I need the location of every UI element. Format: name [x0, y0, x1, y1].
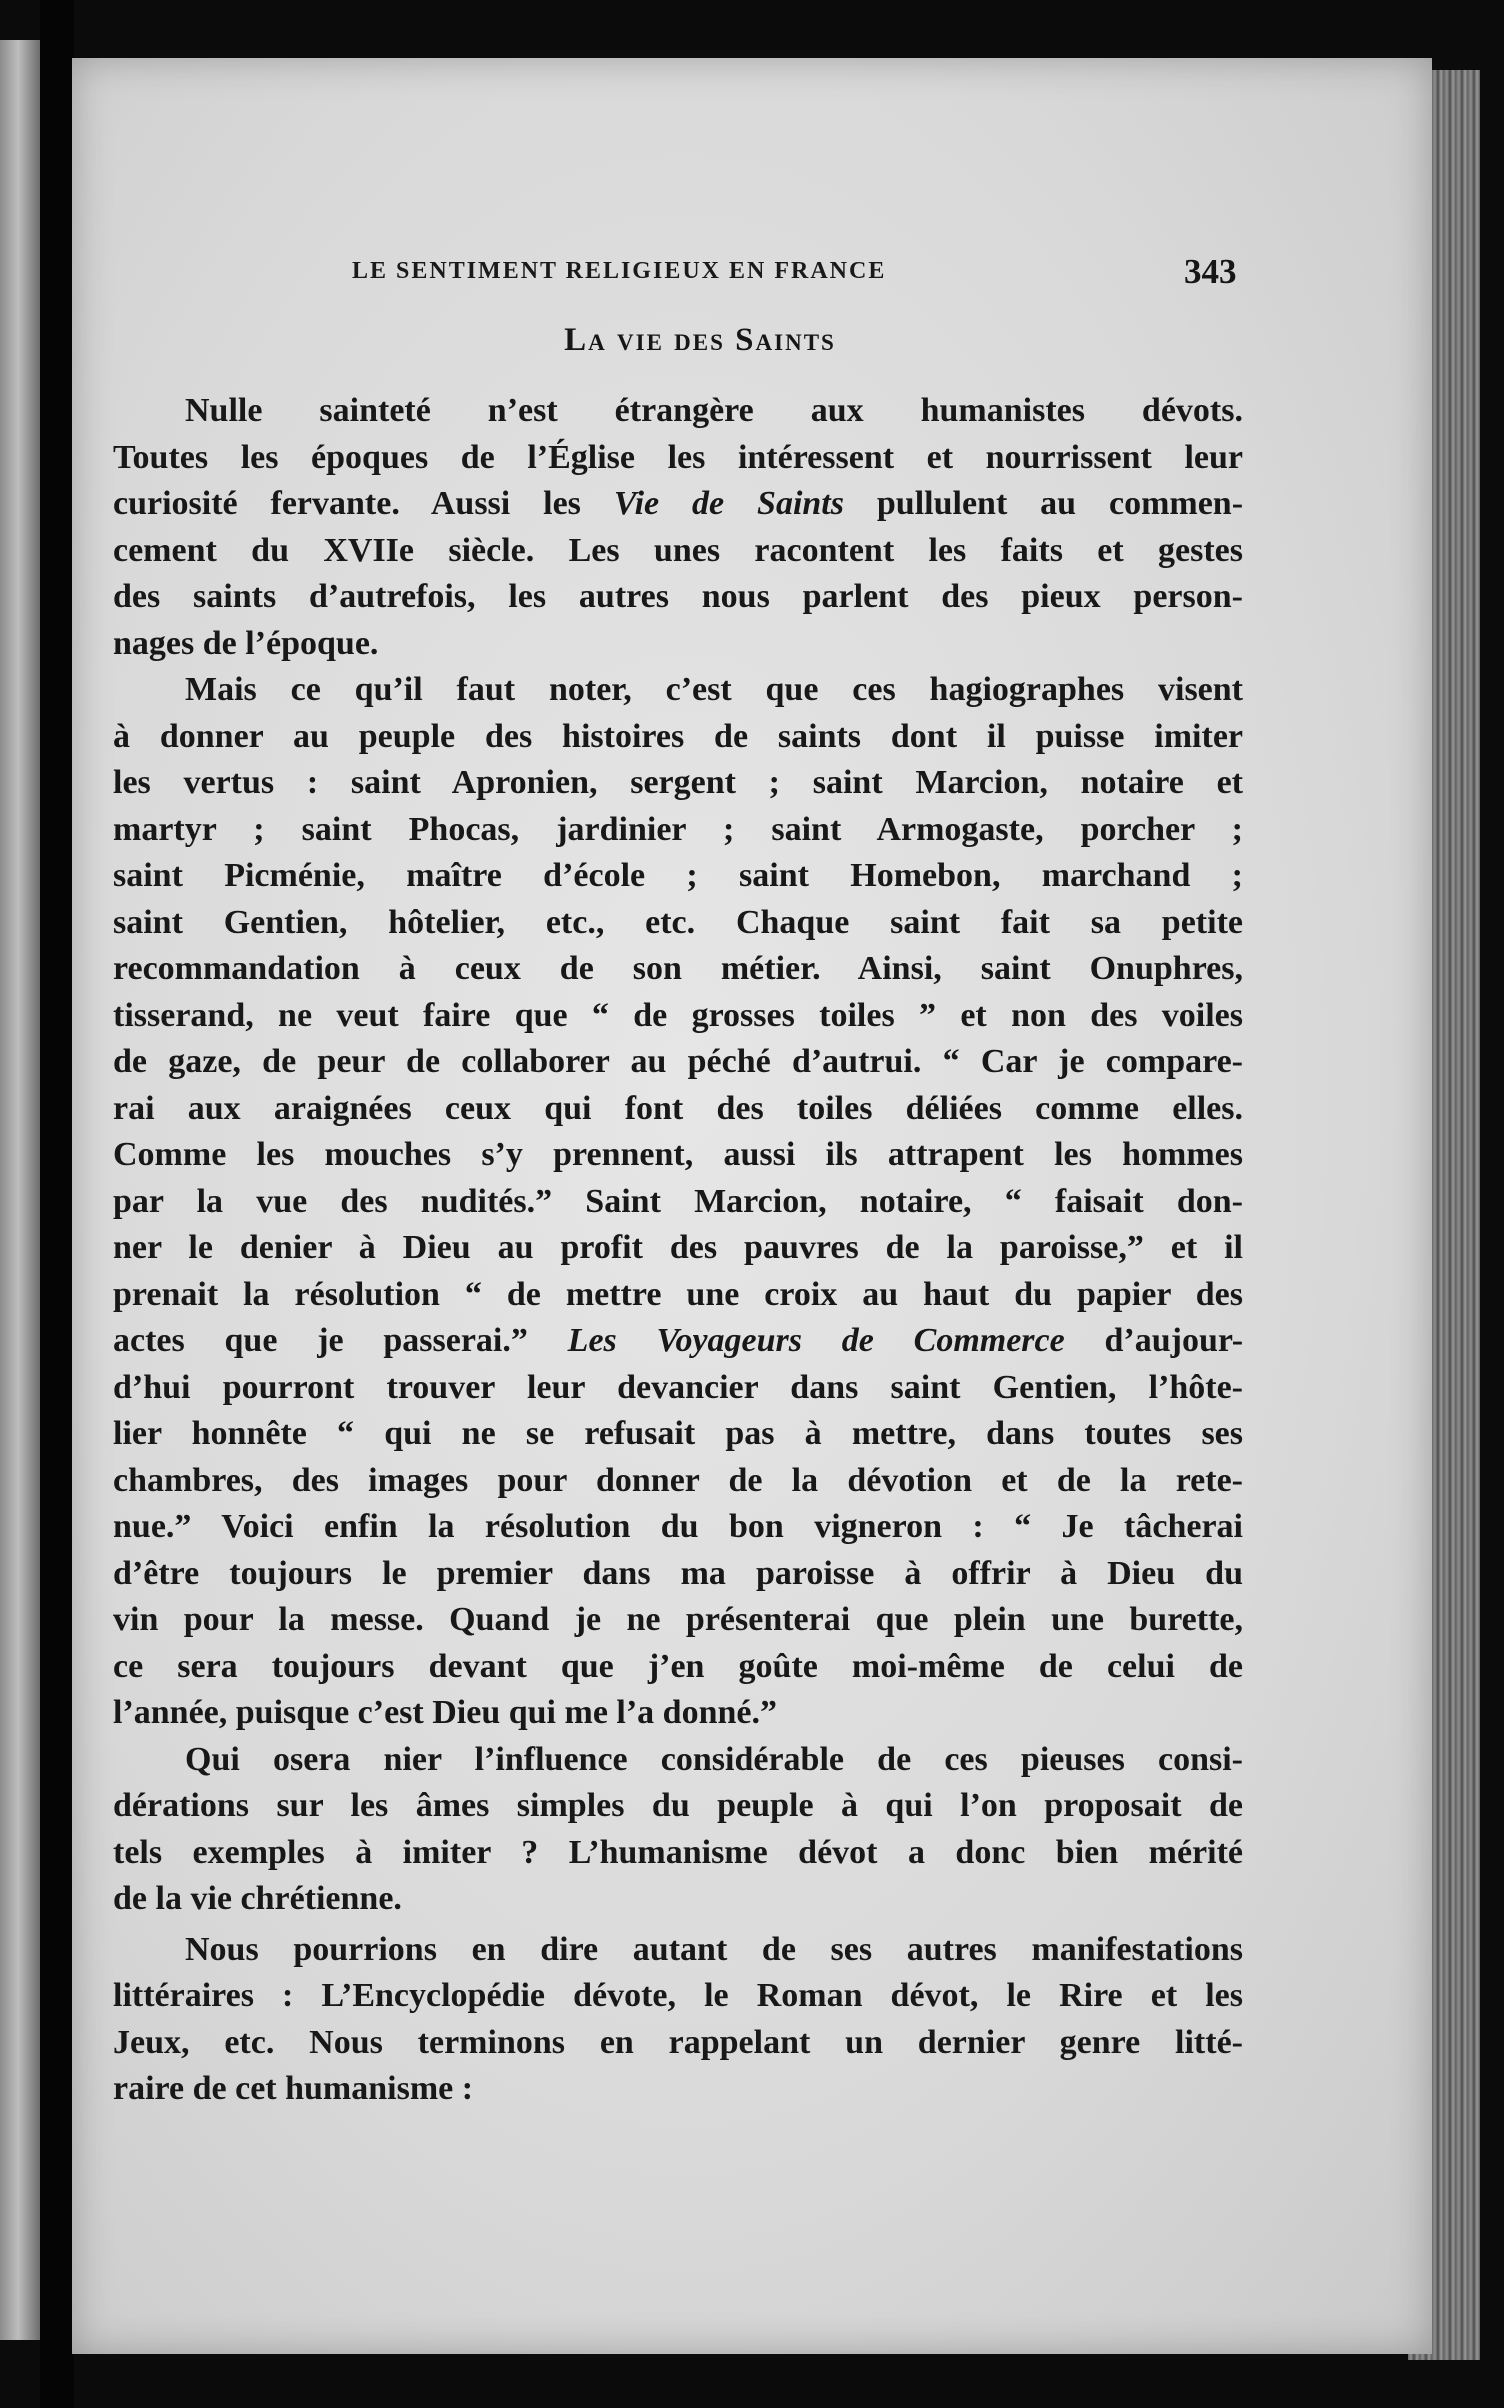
italic-title: Vie de Saints [613, 485, 844, 522]
text-segment: d’aujour- [1104, 1322, 1244, 1359]
text-line: Toutes les époques de l’Église les intéressent et nourrissent leur [113, 438, 1243, 476]
text-line: martyr ; saint Phocas, jardinier ; saint Armogaste, porcher ; [113, 810, 1243, 848]
text-line: cement du XVIIe siècle. Les unes racontent les faits et gestes [113, 531, 1243, 569]
text-line: prenait la résolution “ de mettre une croix au haut du papier des [113, 1275, 1243, 1313]
text-line: ner le denier à Dieu au profit des pauvres de la paroisse,” et il [113, 1229, 1243, 1266]
body-text [113, 388, 1243, 2113]
text-segment: pullulent au commen- [876, 485, 1244, 522]
text-line: Qui osera nier l’influence considérable de ces pieuses consi- [185, 1740, 1243, 1778]
text-line: tisserand, ne veut faire que “ de grosses toiles ” et non des voiles [113, 996, 1243, 1034]
text-line: nages de l’époque. [113, 624, 379, 662]
text-line: ce sera toujours devant que j’en goûte moi-même de celui de [113, 1647, 1243, 1685]
text-line: Nulle sainteté n’est étrangère aux humanistes dévots. [185, 392, 1243, 429]
text-line: d’être toujours le premier dans ma paroisse à offrir à Dieu du [113, 1554, 1243, 1592]
text-line: les vertus : saint Apronien, sergent ; saint Marcion, notaire et [113, 764, 1243, 801]
text-line: des saints d’autrefois, les autres nous parlent des pieux person- [113, 578, 1243, 615]
section-title: La vie des Saints [564, 322, 836, 358]
text-line: raire de cet humanisme : [113, 2070, 474, 2107]
text-line: nue.” Voici enfin la résolution du bon vigneron : “ Je tâcherai [113, 1508, 1243, 1545]
text-line: lier honnête “ qui ne se refusait pas à mettre, dans toutes ses [113, 1415, 1243, 1452]
text-line: l’année, puisque c’est Dieu qui me l’a donné.” [113, 1694, 777, 1731]
page-number: 343 [1184, 252, 1237, 291]
text-line: rai aux araignées ceux qui font des toiles déliées comme elles. [113, 1089, 1243, 1127]
text-line: par la vue des nudités.” Saint Marcion, notaire, “ faisait don- [113, 1182, 1243, 1220]
text-line [113, 481, 1243, 528]
text-line: dérations sur les âmes simples du peuple à qui l’on proposait de [113, 1787, 1243, 1824]
facing-page-edge [0, 40, 40, 2340]
book-gutter [40, 0, 74, 2408]
text-line: tels exemples à imiter ? L’humanisme dévot a donc bien mérité [113, 1833, 1243, 1871]
text-segment: curiosité fervante. Aussi les [113, 485, 581, 522]
running-head: LE SENTIMENT RELIGIEUX EN FRANCE [352, 258, 887, 284]
text-line: Mais ce qu’il faut noter, c’est que ces hagiographes visent [185, 671, 1243, 708]
text-line: saint Gentien, hôtelier, etc., etc. Chaque saint fait sa petite [113, 903, 1243, 941]
text-line: de la vie chrétienne. [113, 1880, 402, 1917]
text-line: vin pour la messe. Quand je ne présenterai que plein une burette, [113, 1601, 1243, 1638]
text-segment: actes que je passerai.” [113, 1322, 528, 1359]
text-line: recommandation à ceux de son métier. Ainsi, saint Onuphres, [113, 950, 1243, 987]
text-line: Jeux, etc. Nous terminons en rappelant un dernier genre litté- [113, 2023, 1243, 2061]
text-line: chambres, des images pour donner de la dévotion et de la rete- [113, 1461, 1243, 1499]
text-line: Comme les mouches s’y prennent, aussi ils attrapent les hommes [113, 1136, 1243, 1173]
text-line: saint Picménie, maître d’école ; saint Homebon, marchand ; [113, 857, 1243, 894]
italic-title: Les Voyageurs de Commerce [567, 1322, 1065, 1359]
text-line: à donner au peuple des histoires de saints dont il puisse imiter [113, 717, 1243, 755]
text-line [113, 1318, 1243, 1365]
text-line: Nous pourrions en dire autant de ses autres manifestations [185, 1930, 1243, 1968]
text-line: littéraires : L’Encyclopédie dévote, le Roman dévot, le Rire et les [113, 1977, 1243, 2014]
text-line: d’hui pourront trouver leur devancier dans saint Gentien, l’hôte- [113, 1368, 1243, 1406]
text-line: de gaze, de peur de collaborer au péché d’autrui. “ Car je compare- [113, 1043, 1243, 1080]
